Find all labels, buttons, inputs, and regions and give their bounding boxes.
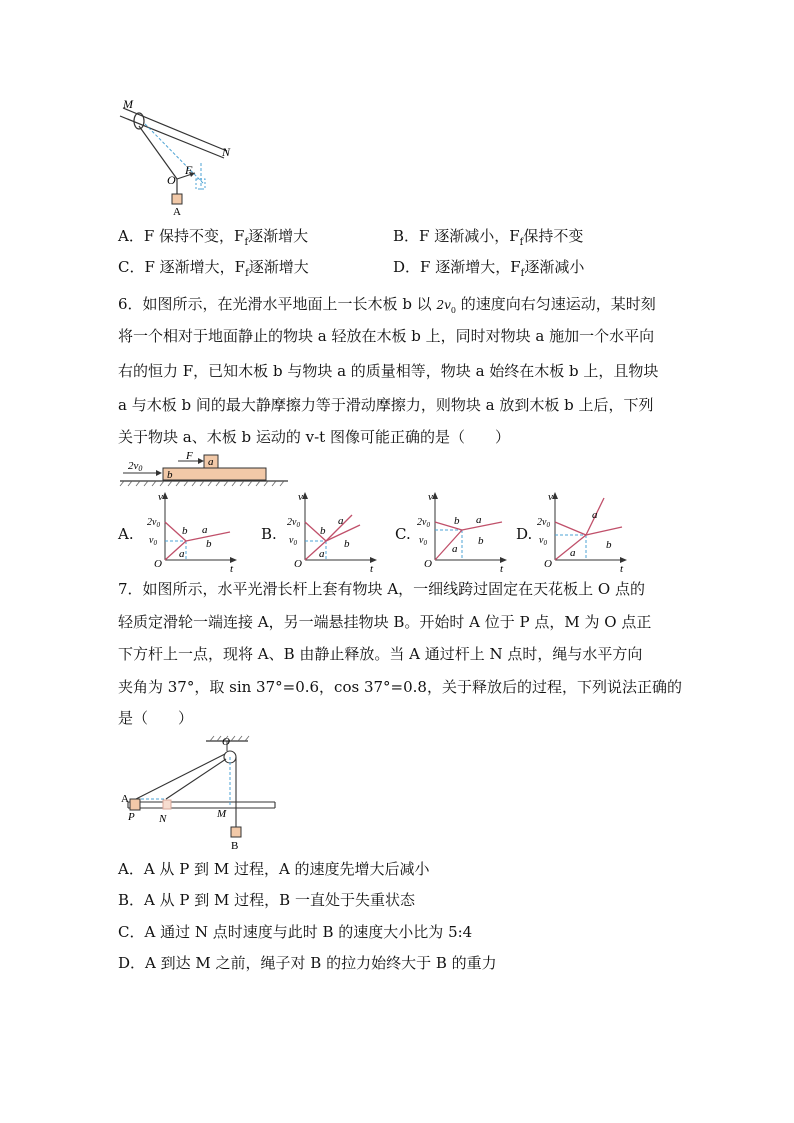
q5-option-b[interactable]: B．F 逐渐减小，$F_f$保持不变 (393, 227, 584, 248)
svg-text:t: t (230, 563, 234, 575)
q5-option-a[interactable]: A．F 保持不变，$F_f$逐渐增大 (118, 227, 309, 248)
svg-text:a: a (338, 515, 344, 527)
svg-text:b: b (182, 525, 188, 537)
svg-text:O: O (154, 558, 162, 570)
svg-text:O: O (294, 558, 302, 570)
q6-line-5: 关于物块 a、木板 b 运动的 v-t 图像可能正确的是（ ） (118, 428, 510, 446)
svg-text:O: O (424, 558, 432, 570)
svg-text:b: b (206, 538, 212, 550)
svg-text:a: a (476, 514, 482, 526)
q6-line-4: a 与木板 b 间的最大静摩擦力等于滑动摩擦力，则物块 a 放到木板 b 上后，下列 (118, 396, 654, 414)
q6-graph-c[interactable] (410, 490, 515, 575)
q7-line-5: 是（ ） (118, 709, 194, 727)
q7-option-d[interactable]: D．A 到达 M 之前，绳子对 B 的拉力始终大于 B 的重力 (118, 954, 497, 972)
q6-graph-b[interactable] (280, 490, 385, 575)
svg-text:t: t (620, 563, 624, 575)
q7-label-O: O (222, 736, 230, 748)
q5-label-F: F (185, 163, 193, 177)
svg-text:t: t (500, 563, 504, 575)
q5-label-M: M (123, 97, 133, 111)
q6-option-c[interactable]: C. (395, 525, 411, 543)
q6-line-2: 将一个相对于地面静止的物块 a 轻放在木板 b 上，同时对物块 a 施加一个水平向 (118, 327, 655, 345)
q7-line-4: 夹角为 37°，取 sin 37°=0.6，cos 37°=0.8，关于释放后的过程，下列说法正确的 (118, 678, 682, 696)
q7-label-B: B (231, 840, 239, 852)
svg-text:v0: $v_0$ (149, 535, 157, 547)
svg-text:t: t (370, 563, 374, 575)
q6-block-a-label: a (208, 456, 214, 468)
svg-text:2v0: $2v_0$ (537, 517, 550, 529)
q7-line-3: 下方杆上一点，现将 A、B 由静止释放。当 A 通过杆上 N 点时，绳与水平方向 (118, 645, 643, 663)
svg-text:v: v (298, 491, 303, 503)
q6-option-a[interactable]: A. (118, 525, 134, 543)
svg-text:b: b (478, 535, 484, 547)
svg-text:v0: $v_0$ (419, 535, 427, 547)
svg-text:v: v (158, 491, 163, 503)
svg-text:v: v (428, 491, 433, 503)
svg-text:a: a (319, 548, 325, 560)
svg-text:a: a (202, 524, 208, 536)
q7-label-M: M (217, 808, 227, 820)
q7-label-A: A (121, 793, 129, 805)
svg-text:b: b (454, 515, 460, 527)
svg-text:2v0: $2v_0$ (147, 517, 160, 529)
q7-figure (118, 733, 288, 851)
q5-label-A: A (173, 206, 181, 218)
svg-text:2v0: $2v_0$ (287, 517, 300, 529)
q6-line-3: 右的恒力 F，已知木板 b 与物块 a 的质量相等，物块 a 始终在木板 b 上，且物块 (118, 362, 659, 380)
svg-text:b: b (606, 539, 612, 551)
q5-label-O: O (167, 173, 176, 187)
q5-option-d[interactable]: D．F 逐渐增大，$F_f$逐渐减小 (393, 258, 585, 279)
svg-text:v: v (548, 491, 553, 503)
q5-figure (115, 98, 245, 218)
q7-option-a[interactable]: A．A 从 P 到 M 过程，A 的速度先增大后减小 (118, 860, 430, 878)
svg-text:O: O (544, 558, 552, 570)
svg-text:a: a (452, 543, 458, 555)
q7-option-b[interactable]: B．A 从 P 到 M 过程，B 一直处于失重状态 (118, 891, 415, 909)
q7-line-1: 7．如图所示，水平光滑长杆上套有物块 A，一细线跨过固定在天花板上 O 点的 (118, 580, 645, 598)
q7-line-2: 轻质定滑轮一端连接 A，另一端悬挂物块 B。开始时 A 位于 P 点，M 为 O 点正 (118, 613, 652, 631)
q6-2v0-label: 2v0 (128, 460, 143, 473)
svg-text:2v0: $2v_0$ (417, 517, 430, 529)
q7-option-c[interactable]: C．A 通过 N 点时速度与此时 B 的速度大小比为 5:4 (118, 923, 473, 941)
q7-label-N: N (159, 813, 167, 825)
q5-option-c[interactable]: C．F 逐渐增大，$F_f$逐渐增大 (118, 258, 309, 279)
q6-graph-a[interactable] (140, 490, 245, 575)
q6-option-d[interactable]: D. (516, 525, 533, 543)
q6-graph-d[interactable] (530, 490, 635, 575)
q7-label-P: P (128, 811, 135, 823)
svg-text:b: b (344, 538, 350, 550)
svg-text:a: a (592, 509, 598, 521)
q6-F-label: F (186, 450, 193, 462)
svg-text:b: b (320, 525, 326, 537)
svg-text:a: a (570, 547, 576, 559)
q6-board-b-label: b (167, 469, 173, 481)
q6-board-figure (120, 452, 290, 488)
svg-text:v0: $v_0$ (539, 535, 547, 547)
q6-line-1: 6．如图所示，在光滑水平地面上一长木板 b 以 $2v_0$ 的速度向右匀速运动，某时刻 (118, 295, 656, 315)
q5-label-N: N (222, 145, 231, 159)
q6-option-b[interactable]: B. (261, 525, 277, 543)
svg-text:v0: $v_0$ (289, 535, 297, 547)
svg-text:a: a (179, 548, 185, 560)
